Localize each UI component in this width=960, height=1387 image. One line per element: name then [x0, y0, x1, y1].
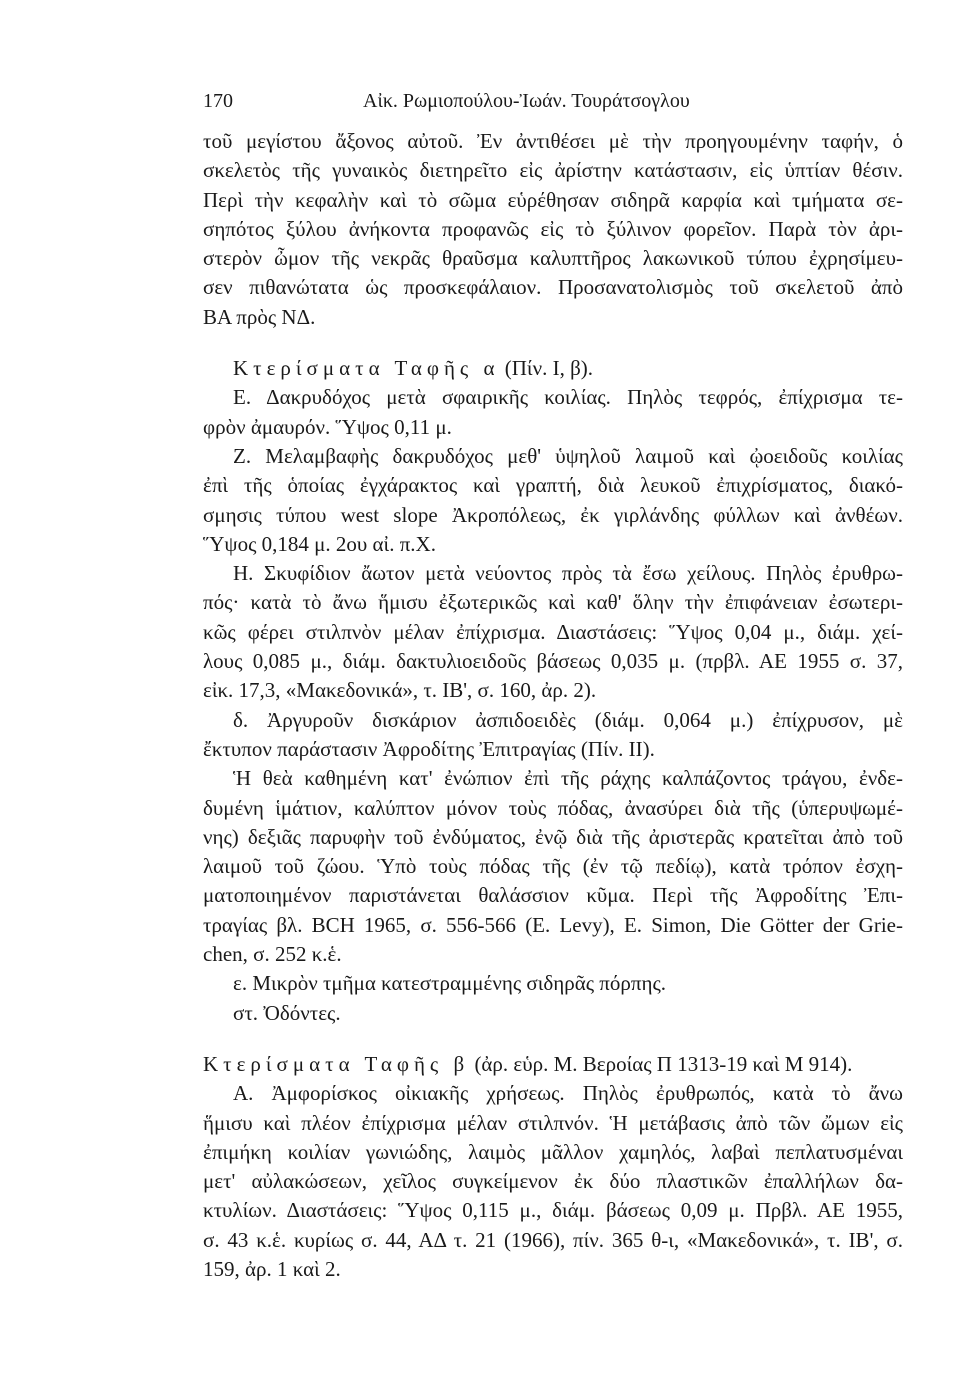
text-line: Α. Ἀμφορίσκος οἰκιακῆς χρήσεως. Πηλὸς ἐρυθρωπός, κατὰ τὸ ἄνω: [233, 1081, 903, 1106]
text-line: σμησις τύπου west slope Ἀκροπόλεως, ἐκ γιρλάνδης φύλλων καὶ ἀνθέων.: [203, 502, 903, 527]
text-line: τοῦ μεγίστου ἄξονος αὐτοῦ. Ἐν ἀντιθέσει μὲ τὴν προηγουμένην ταφήν, ὁ: [203, 129, 903, 153]
text-line: Ζ. Μελαμβαφὴς δακρυδόχος μεθ' ὑψηλοῦ λαιμοῦ καὶ ᾠοειδοῦς κοιλίας: [233, 443, 903, 468]
text-line: στερὸν ὦμον τῆς νεκρᾶς θραῦσμα καλυπτῆρος λακωνικοῦ τύπου ἐχρησίμευ-: [203, 246, 903, 271]
text-line: Ε. Δακρυδόχος μετὰ σφαιρικῆς κοιλίας. Πηλὸς τεφρός, ἐπίχρισμα τε-: [233, 385, 903, 410]
page-header: [203, 86, 903, 116]
text-line: ε. Μικρὸν τμῆμα κατεστραμμένης σιδηρᾶς πόρπης.: [233, 971, 667, 996]
text-line: ἐπιμήκη κοιλίαν γωνιώδης, λαιμὸς μᾶλλον χαμηλός, λαβαὶ πεπλατυσμέναι: [203, 1139, 903, 1164]
text-line: ἥμισυ καὶ πλέον ἐπίχρισμα μέλαν στιλπνόν. Ἡ μετάβασις ἀπὸ τῶν ὤμων εἰς: [203, 1110, 903, 1135]
text-line: κῶς φέρει στιλπνὸν μέλαν ἐπίχρισμα. Διαστάσεις: Ὕψος 0,04 μ., διάμ. χεί-: [203, 619, 903, 644]
section-heading-spaced: Κτερίσματα Ταφῆς β: [203, 1051, 470, 1076]
text-line: κτυλίων. Διαστάσεις: Ὕψος 0,115 μ., διάμ. βάσεως 0,09 μ. Πρβλ. ΑΕ 1955,: [203, 1198, 903, 1223]
text-line: σ. 43 κ.ἑ. κυρίως σ. 44, ΑΔ τ. 21 (1966), πίν. 365 θ-ι, «Μακεδονικά», τ. ΙΒ', σ.: [203, 1227, 903, 1252]
text-line: νης) δεξιᾶς παρυφὴν τοῦ ἐνδύματος, ἐνῷ διὰ τῆς ἀριστερᾶς κρατεῖται ἀπὸ τοῦ: [203, 824, 903, 849]
text-line: φρὸν ἀμαυρόν. Ὕψος 0,11 μ.: [203, 414, 452, 439]
text-line: δ. Ἀργυροῦν δισκάριον ἀσπιδοειδὲς (διάμ. 0,064 μ.) ἐπίχρυσον, μὲ: [233, 707, 903, 732]
text-line: σκελετὸς τῆς γυναικὸς διετηρεῖτο εἰς ἀρίστην κατάστασιν, εἰς ὑπτίαν θέσιν.: [203, 158, 903, 183]
text-line: chen, σ. 252 κ.ἑ.: [203, 942, 342, 967]
text-line: Περὶ τὴν κεφαλὴν καὶ τὸ σῶμα εὑρέθησαν σιδηρᾶ καρφία καὶ τμήματα σε-: [203, 187, 903, 212]
running-head: Αἰκ. Ρωμιοπούλου-Ἰωάν. Τουράτσογλου: [363, 90, 690, 112]
body-text: [203, 127, 903, 1284]
text-line: ματοποιημένον παριστάνεται θαλάσσιον κῦμα. Περὶ τῆς Ἀφροδίτης Ἐπι-: [203, 883, 903, 908]
text-line: μετ' αὐλακώσεων, χεῖλος συγκείμενον ἐκ δύο πλαστικῶν ἐπαλλήλων δα-: [203, 1169, 903, 1194]
text-line: τραγίας βλ. BCH 1965, σ. 556-566 (E. Levy), E. Simon, Die Götter der Grie-: [203, 912, 903, 937]
text-line: λαιμοῦ τοῦ ζώου. Ὑπὸ τοὺς πόδας τῆς (ἐν τῷ πεδίῳ), κατὰ τρόπον ἐσχη-: [203, 854, 903, 879]
section-heading-rest: (Πίν. Ι, β).: [499, 356, 593, 381]
section-heading-rest: (ἀρ. εὑρ. Μ. Βεροίας Π 1313-19 καὶ Μ 914).: [469, 1051, 853, 1076]
page-number: 170: [203, 90, 233, 112]
text-line: Ὕψος 0,184 μ. 2ου αἰ. π.Χ.: [203, 531, 436, 556]
section-heading-spaced: Κτερίσματα Ταφῆς α: [233, 356, 500, 381]
text-line: ἔκτυπον παράστασιν Ἀφροδίτης Ἐπιτραγίας (Πίν. ΙΙ).: [203, 736, 655, 761]
text-line: λους 0,085 μ., διάμ. δακτυλιοειδοῦς βάσεως 0,035 μ. (πρβλ. ΑΕ 1955 σ. 37,: [203, 649, 903, 674]
section-heading-a: [203, 354, 903, 383]
text-line: στ. Ὀδόντες.: [233, 1000, 341, 1025]
text-line: εἰκ. 17,3, «Μακεδονικά», τ. ΙΒ', σ. 160, ἀρ. 2).: [203, 678, 597, 703]
text-line: ἐπὶ τῆς ὁποίας ἐγχάρακτος καὶ γραπτή, διὰ λευκοῦ ἐπιχρίσματος, διακό-: [203, 473, 903, 498]
text-line: σηπότος ξύλου ἀνήκοντα προφανῶς εἰς τὸ ξύλινον φορεῖον. Παρὰ τὸν ἀρι-: [203, 216, 903, 241]
text-line: 159, ἀρ. 1 καὶ 2.: [203, 1256, 341, 1281]
section-heading-b: [203, 1050, 903, 1079]
text-line: Η. Σκυφίδιον ἄωτον μετὰ νεύοντος πρὸς τὰ ἔσω χείλους. Πηλὸς ἐρυθρω-: [233, 561, 903, 586]
text-line: ΒΑ πρὸς ΝΔ.: [203, 304, 316, 329]
text-line: πός· κατὰ τὸ ἄνω ἥμισυ ἐξωτερικῶς καὶ καθ' ὅλην τὴν ἐπιφάνειαν ἐσωτερι-: [203, 590, 903, 615]
text-line: δυμένη ἱμάτιον, καλύπτον μόνον τοὺς πόδας, ἀνασύρει διὰ τῆς (ὑπερυψωμέ-: [203, 795, 903, 820]
text-line: σεν πιθανώτατα ὡς προσκεφάλαιον. Προσανατολισμὸς τοῦ σκελετοῦ ἀπὸ: [203, 275, 903, 300]
text-line: Ἡ θεὰ καθημένη κατ' ἐνώπιον ἐπὶ τῆς ράχης καλπάζοντος τράγου, ἐνδε-: [233, 766, 903, 791]
